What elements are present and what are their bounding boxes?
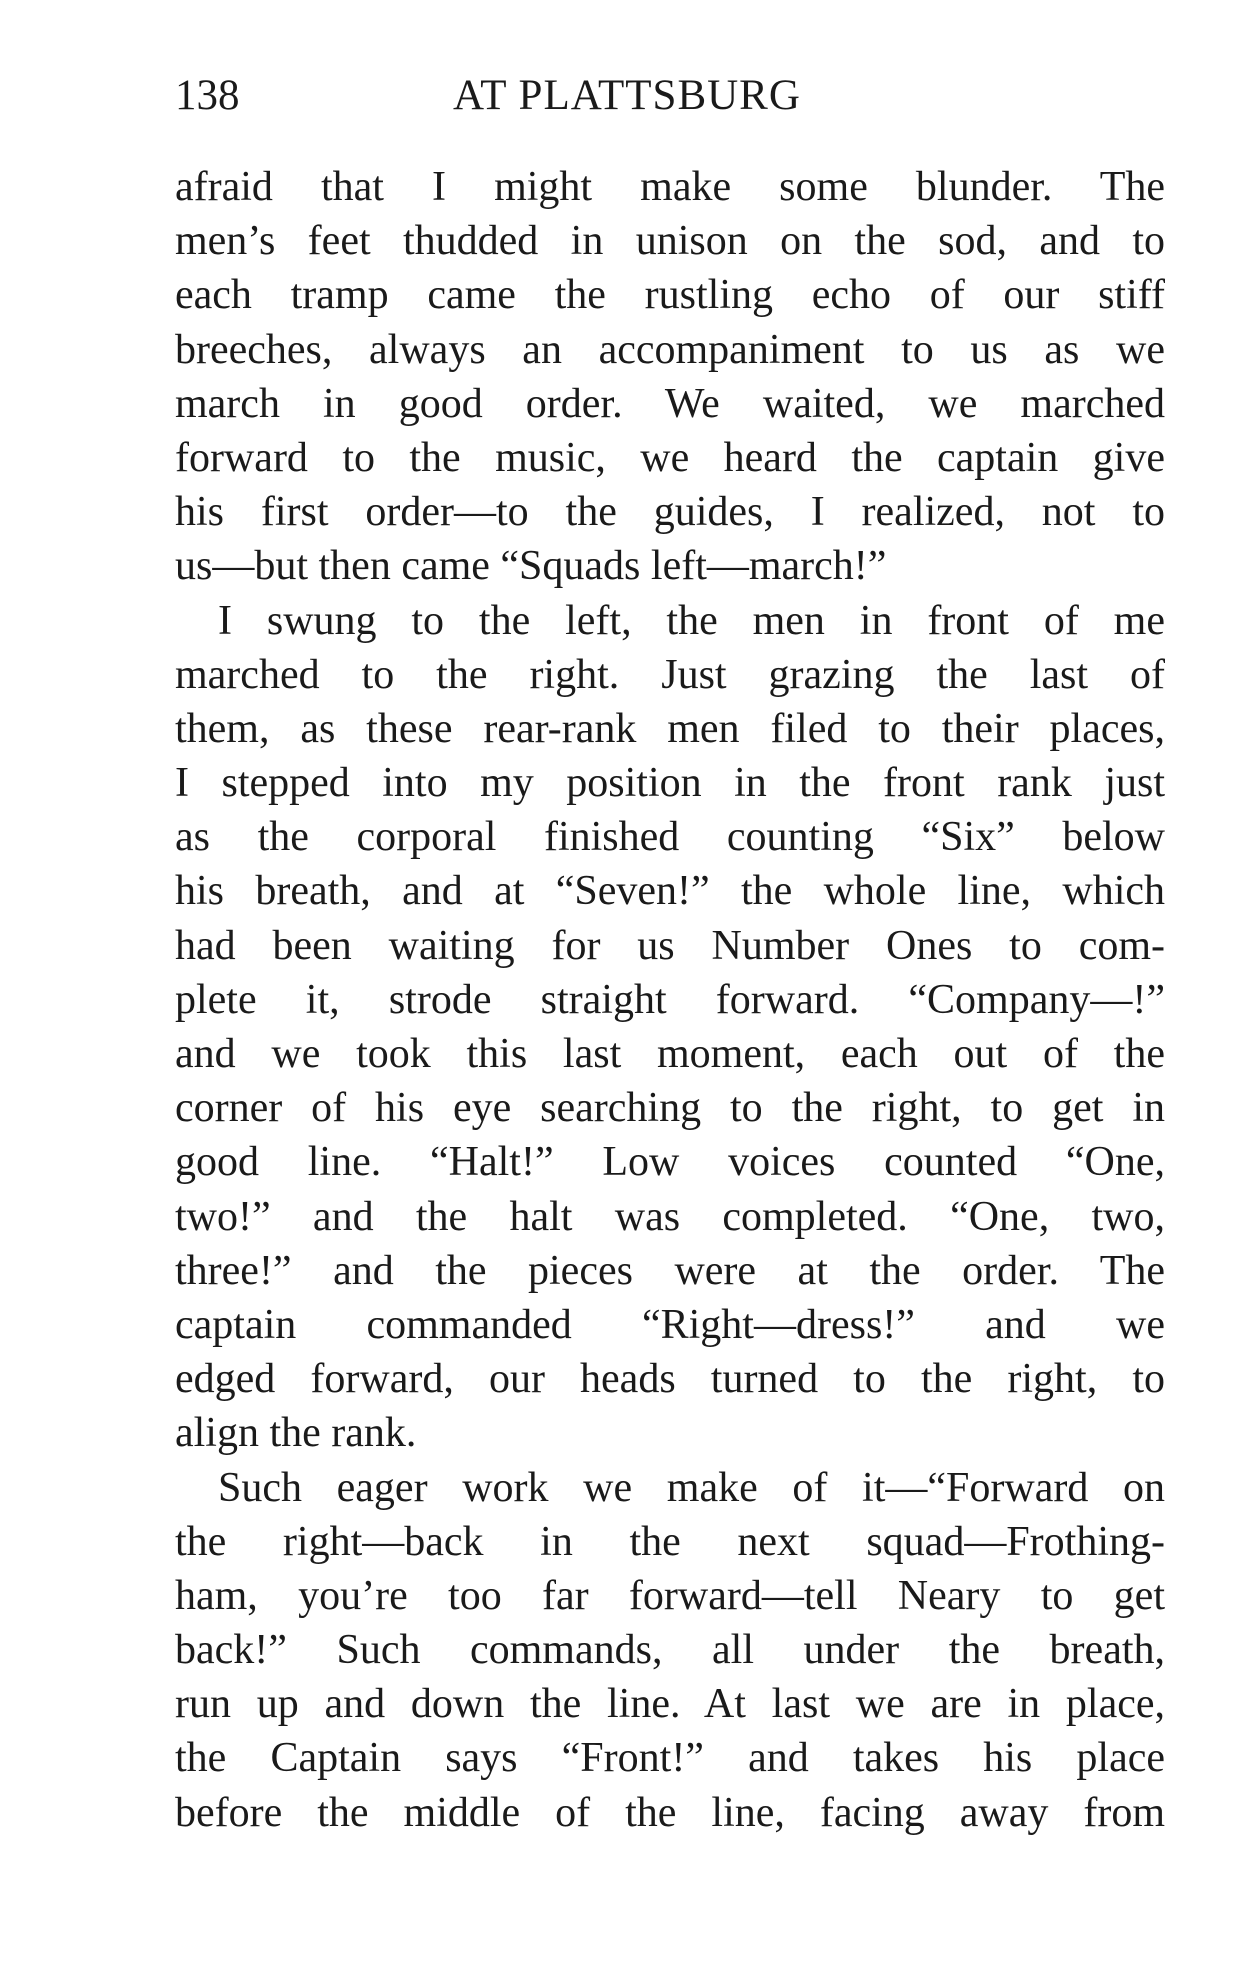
text-line: before the middle of the line, facing away from [175,1789,1165,1836]
paragraph [175,594,1165,1461]
text-line: ham, you’re too far forward—tell Neary to get [175,1572,1165,1619]
page-number: 138 [175,72,240,119]
paragraph [175,1461,1165,1840]
text-line: three!” and the pieces were at the order. The [175,1247,1165,1294]
text-line: each tramp came the rustling echo of our stiff [175,272,1165,319]
text-line: as the corporal finished counting “Six” below [175,814,1165,861]
text-line: run up and down the line. At last we are in place, [175,1681,1165,1728]
text-line: two!” and the halt was completed. “One, two, [175,1193,1165,1240]
paragraph [175,160,1165,594]
text-line: I swung to the left, the men in front of me [218,597,1165,644]
text-line: the right—back in the next squad—Frothing- [175,1518,1165,1565]
running-title: AT PLATTSBURG [453,72,801,119]
text-line: us—but then came “Squads left—march!” [175,543,887,590]
text-line: the Captain says “Front!” and takes his place [175,1735,1165,1782]
text-line: back!” Such commands, all under the breath, [175,1627,1165,1674]
body-text [175,160,1165,1840]
text-line: breeches, always an accompaniment to us as we [175,326,1165,373]
text-line: had been waiting for us Number Ones to com- [175,922,1165,969]
text-line: men’s feet thudded in unison on the sod, and to [175,218,1165,265]
text-line: his breath, and at “Seven!” the whole line, which [175,868,1165,915]
text-line: afraid that I might make some blunder. The [175,164,1165,210]
text-line: I stepped into my position in the front rank just [175,760,1165,807]
text-line: and we took this last moment, each out of the [175,1031,1165,1077]
text-line: his first order—to the guides, I realized, not to [175,489,1165,536]
text-line: them, as these rear-rank men filed to their places, [175,705,1165,752]
text-line: captain commanded “Right—dress!” and we [175,1301,1165,1348]
text-line: marched to the right. Just grazing the last of [175,651,1165,698]
text-line: edged forward, our heads turned to the right, to [175,1356,1165,1403]
running-head [175,68,1165,124]
text-line: forward to the music, we heard the captain give [175,434,1165,481]
text-line: plete it, strode straight forward. “Company—!” [175,976,1165,1023]
text-line: good line. “Halt!” Low voices counted “One, [175,1139,1165,1186]
text-line: Such eager work we make of it—“Forward on [218,1464,1165,1511]
text-line: march in good order. We waited, we marched [175,380,1165,427]
text-line: align the rank. [175,1410,417,1457]
text-line: corner of his eye searching to the right, to get in [175,1085,1165,1132]
